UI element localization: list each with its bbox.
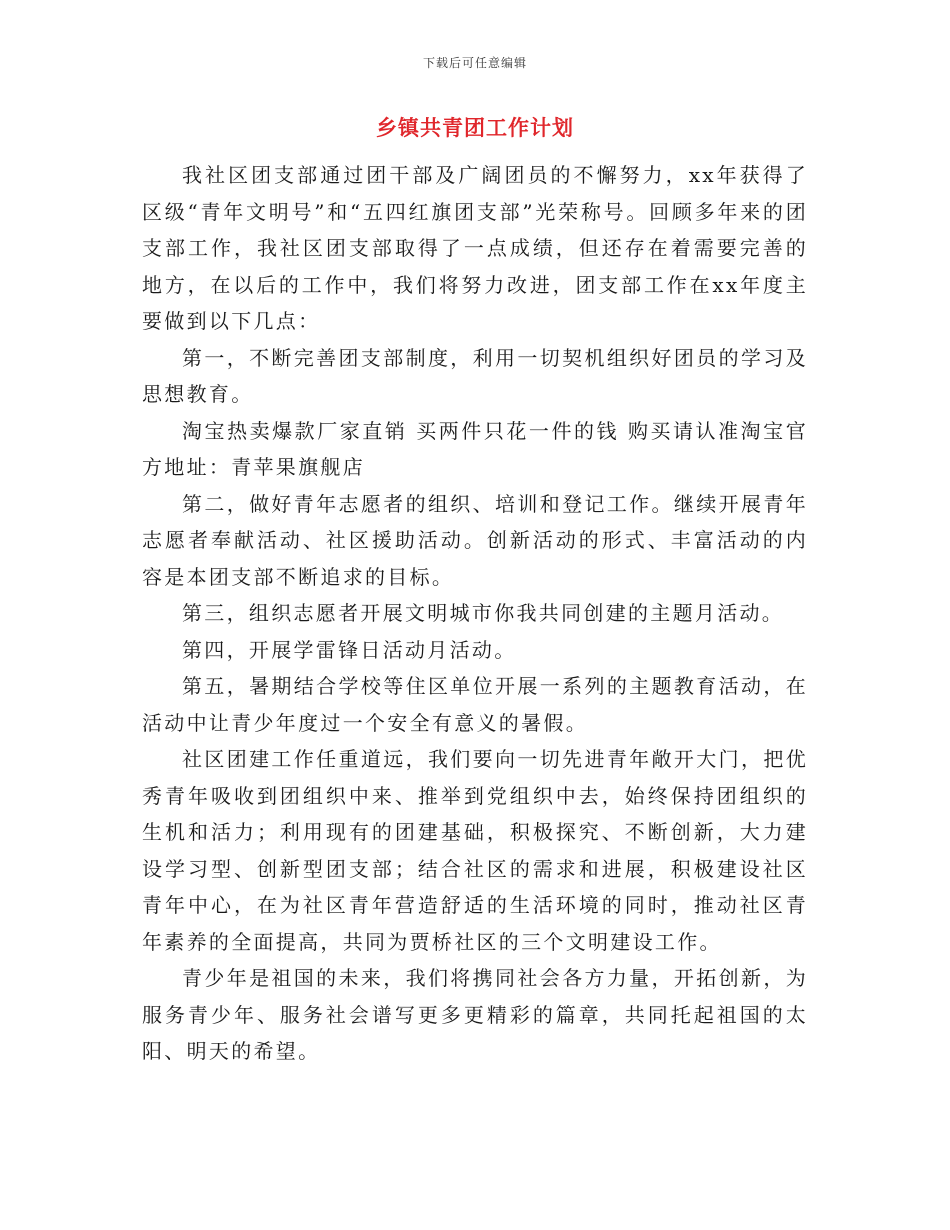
- paragraph-intro: 我社区团支部通过团干部及广阔团员的不懈努力，xx年获得了区级“青年文明号”和“五四红旗团支部”光荣称号。回顾多年来的团支部工作，我社区团支部取得了一点成绩，但还存在着需要完善的地方，在以后的工作中，我们将努力改进，团支部工作在xx年度主要做到以下几点：: [142, 163, 808, 333]
- paragraph-community-building: 社区团建工作任重道远，我们要向一切先进青年敞开大门，把优秀青年吸收到团组织中来、推举到党组织中去，始终保持团组织的生机和活力；利用现有的团建基础，积极探究、不断创新，大力建设学习型、创新型团支部；结合社区的需求和进展，积极建设社区青年中心，在为社区青年营造舒适的生活环境的同时，推动社区青年素养的全面提高，共同为贾桥社区的三个文明建设工作。: [142, 747, 808, 954]
- paragraph-advert: 淘宝热卖爆款厂家直销 买两件只花一件的钱 购买请认准淘宝官方地址：青苹果旗舰店: [142, 418, 808, 479]
- paragraph-conclusion: 青少年是祖国的未来，我们将携同社会各方力量，开拓创新，为服务青少年、服务社会谱写更多更精彩的篇章，共同托起祖国的太阳、明天的希望。: [142, 966, 808, 1063]
- document-body: [142, 157, 808, 1070]
- document-title: 乡镇共青团工作计划: [376, 116, 574, 140]
- paragraph-point-1: 第一，不断完善团支部制度，利用一切契机组织好团员的学习及思想教育。: [142, 345, 808, 406]
- paragraph-point-3: 第三，组织志愿者开展文明城市你我共同创建的主题月活动。: [182, 601, 785, 625]
- header-note: 下载后可任意编辑: [422, 56, 527, 70]
- paragraph-point-2: 第二，做好青年志愿者的组织、培训和登记工作。继续开展青年志愿者奉献活动、社区援助活动。创新活动的形式、丰富活动的内容是本团支部不断追求的目标。: [142, 491, 808, 589]
- paragraph-point-4: 第四，开展学雷锋日活动月活动。: [182, 637, 517, 662]
- paragraph-point-5: 第五，暑期结合学校等住区单位开展一系列的主题教育活动，在活动中让青少年度过一个安全有意义的暑假。: [142, 674, 808, 735]
